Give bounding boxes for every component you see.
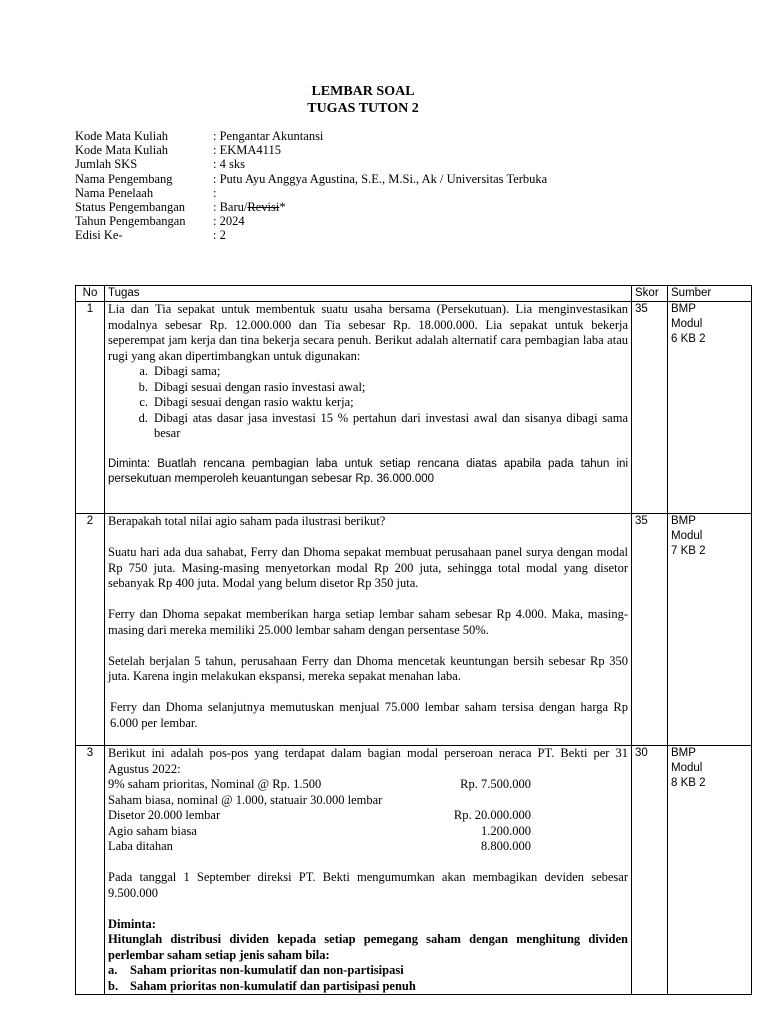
meta-value [213,200,286,214]
equity-item [108,808,628,824]
page-title: LEMBAR SOAL [311,84,415,99]
table-header-row [76,286,752,302]
score: 35 [632,514,668,746]
table-row [76,302,752,514]
option-label: b. [138,379,148,394]
list-item [108,979,628,995]
option-text: Saham prioritas non-kumulatif dan non-partisipasi [130,963,404,977]
list-item [108,411,628,442]
meta-value: : 2 [213,228,226,243]
source-line: 6 KB 2 [671,333,706,345]
meta-row [75,200,675,214]
option-label: a. [139,364,148,378]
task-cell [105,746,632,995]
row-number: 2 [76,514,105,746]
equity-label: Laba ditahan [108,839,173,853]
meta-row [75,157,675,171]
meta-row [75,228,675,242]
equity-value: 8.800.000 [481,839,531,853]
list-item [108,963,628,979]
status-suffix: * [279,199,286,214]
option-text: Dibagi sama; [154,364,221,378]
task-cell [105,302,632,514]
equity-item [108,839,628,855]
equity-item [108,777,628,793]
meta-label: Status Pengembangan [75,199,186,214]
status-prefix: : Baru/ [213,199,248,214]
question-table [75,285,752,995]
option-label: a. [108,963,118,977]
score: 35 [632,302,668,514]
header-tugas: Tugas [105,286,632,302]
equity-value: Rp. 20.000.000 [453,808,531,822]
table-row [76,514,752,746]
meta-value: : EKMA4115 [213,143,281,158]
equity-value: Rp. 7.500.000 [460,777,531,791]
meta-row [75,129,675,143]
meta-label: Kode Mata Kuliah [75,143,169,158]
source-line: BMP [671,747,696,759]
task-paragraph: Ferry dan Dhoma sepakat memberikan harga setiap lembar saham sebesar Rp 4.000. Maka, masing-masing dari mereka memiliki 25.000 lembar saham dengan persentase 50%. [108,607,628,637]
option-text: Dibagi sesuai dengan rasio investasi awal; [154,379,366,394]
equity-value [446,793,531,809]
meta-row [75,186,675,200]
meta-label: Nama Pengembang [75,171,173,186]
meta-value: : 2024 [213,214,245,229]
option-list [108,963,628,994]
meta-label: Nama Penelaah [75,185,154,200]
meta-row [75,214,675,228]
source-line: BMP [671,515,696,527]
header-skor: Skor [632,286,668,302]
meta-value: : Pengantar Akuntansi [213,129,324,143]
meta-label: Jumlah SKS [75,157,138,172]
source-line: BMP [671,303,696,315]
option-text: Dibagi atas dasar jasa investasi 15 % pertahun dari investasi awal dan sisanya dibagi sama besar [154,410,628,440]
task-question: Berapakah total nilai agio saham pada ilustrasi berikut? [108,514,386,528]
source [668,302,752,514]
source-line: 8 KB 2 [671,777,706,789]
diminta-text: Hitunglah distribusi dividen kepada setiap pemegang saham dengan menghitung dividen perlembar saham setiap jenis saham bila: [108,932,628,962]
equity-label: Disetor 20.000 lembar [108,808,221,822]
equity-value: 1.200.000 [481,823,531,838]
task-intro: Berikut ini adalah pos-pos yang terdapat dalam bagian modal perseroan neraca PT. Bekti per 31 Agustus 2022: [108,746,628,776]
task-intro: Lia dan Tia sepakat untuk membentuk suatu usaha bersama (Persekutuan). Lia menginvestasikan modalnya sebesar Rp. 12.000.000 dan Tia sebesar Rp. 18.000.000. Lia sepakat untuk bekerja seperempat jam kerja dan tina bekerja secara penuh. Berikut adalah alternatif cara pembagian laba atau rugi yang akan dipertimbangkan untuk digunakan: [108,302,628,363]
task-paragraph: Setelah berjalan 5 tahun, perusahaan Ferry dan Dhoma mencetak keuntungan bersih sebesar Rp 350 juta. Karena ingin melakukan ekspansi, mereka sepakat menahan laba. [108,653,628,683]
row-number: 3 [76,746,105,995]
task-paragraph: Pada tanggal 1 September direksi PT. Bekti mengumumkan akan membagikan deviden sebesar 9.500.000 [108,870,628,900]
option-list [108,364,628,442]
source [668,746,752,995]
list-item [108,395,628,411]
meta-label: Edisi Ke- [75,228,123,243]
equity-label: Saham biasa, nominal @ 1.000, statuair 30.000 lembar [108,792,383,807]
equity-item [108,793,628,809]
table-row [76,746,752,995]
meta-value: : Putu Ayu Anggya Agustina, S.E., M.Si., Ak / Universitas Terbuka [213,171,548,186]
header-no: No [76,286,105,302]
course-info [75,129,675,243]
task-paragraph: Suatu hari ada dua sahabat, Ferry dan Dhoma sepakat membuat perusahaan panel surya dengan modal Rp 750 juta. Masing-masing menyetorkan modal Rp 200 juta, sehingga total modal yang disetor sebanyak Rp 400 juta. Modal yang belum disetor Rp 350 juta. [108,545,628,590]
diminta-title: Diminta: [108,916,156,931]
equity-item [108,824,628,840]
list-item [108,364,628,380]
source-line: 7 KB 2 [671,545,706,557]
option-label: b. [108,978,119,993]
option-text: Saham prioritas non-kumulatif dan partisipasi penuh [130,978,416,993]
meta-label: Tahun Pengembangan [75,214,186,229]
meta-value: : 4 sks [213,157,245,172]
meta-value: : [213,185,217,200]
option-text: Dibagi sesuai dengan rasio waktu kerja; [154,395,354,409]
equity-label: 9% saham prioritas, Nominal @ Rp. 1.500 [108,777,322,791]
equity-label: Agio saham biasa [108,823,197,838]
task-paragraph: Ferry dan Dhoma selanjutnya memutuskan menjual 75.000 lembar saham tersisa dengan harga Rp 6.000 per lembar. [110,700,628,730]
task-instruction: Diminta: Buatlah rencana pembagian laba untuk setiap rencana diatas apabila pada tahun ini persekutuan memperoleh keuantungan sebesar Rp. 36.000.000 [108,458,628,485]
meta-row [75,172,675,186]
header-sumber: Sumber [668,286,752,302]
page-subtitle: TUGAS TUTON 2 [307,101,419,116]
meta-row [75,143,675,157]
option-label: d. [138,410,148,425]
row-number: 1 [76,302,105,514]
source-line: Modul [671,530,703,542]
source-line: Modul [671,762,703,774]
status-struck: Revisi [247,199,280,214]
score: 30 [632,746,668,995]
task-cell [105,514,632,746]
source-line: Modul [671,318,703,330]
list-item [108,380,628,396]
option-label: c. [139,395,148,409]
meta-label: Kode Mata Kuliah [75,129,169,143]
source [668,514,752,746]
